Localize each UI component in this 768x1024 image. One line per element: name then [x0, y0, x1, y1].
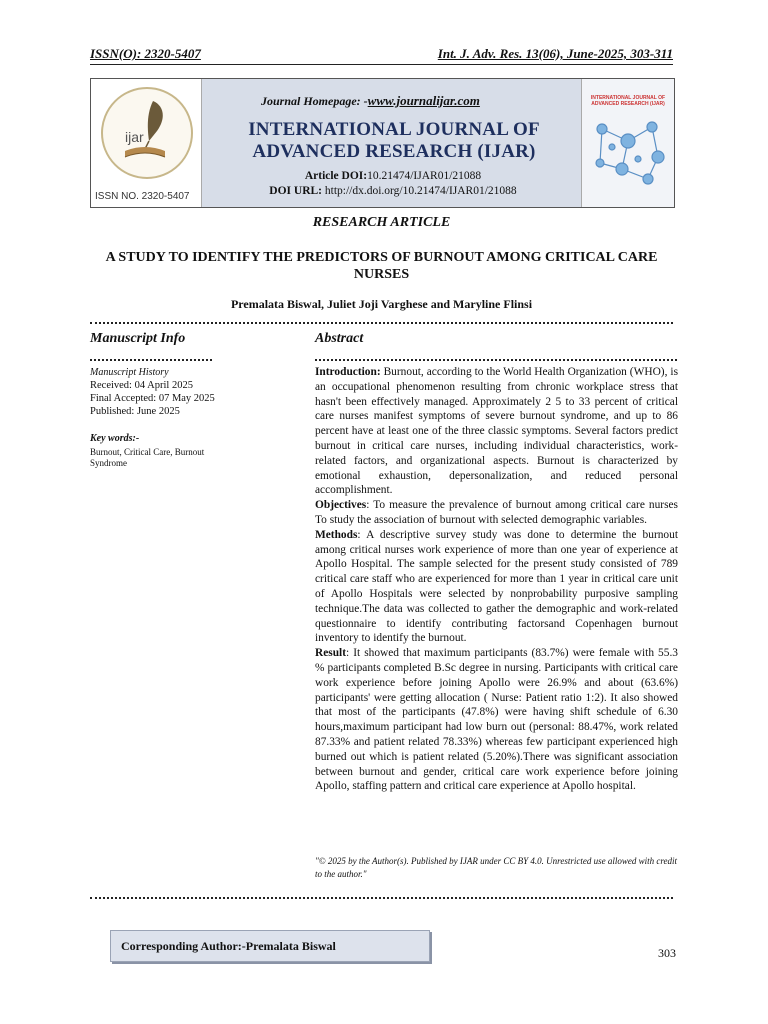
homepage-link[interactable]: www.journalijar.com: [367, 93, 480, 108]
doi-url-label: DOI URL:: [269, 185, 323, 197]
article-doi-label: Article DOI:: [304, 170, 368, 182]
homepage-label: Journal Homepage: -: [261, 94, 368, 108]
quill-book-icon: [101, 87, 189, 175]
article-title: A STUDY TO IDENTIFY THE PREDICTORS OF BURNOUT AMONG CRITICAL CARE NURSES: [105, 250, 658, 282]
abstract-objectives: [315, 498, 678, 528]
corresponding-author: Corresponding Author:-Premalata Biswal: [121, 939, 336, 953]
published-date: Published: June 2025: [90, 406, 180, 417]
abstract-body: [315, 365, 678, 794]
journal-cover: [581, 79, 674, 207]
journal-banner: [90, 78, 675, 208]
methods-label: Methods: [315, 528, 358, 541]
objectives-label: Objectives: [315, 499, 367, 512]
journal-homepage: [261, 93, 480, 109]
doi-block: [223, 169, 563, 199]
header-rule: [90, 64, 673, 65]
result-label: Result: [315, 647, 347, 660]
article-type: RESEARCH ARTICLE: [312, 215, 451, 230]
doi-url-link[interactable]: http://dx.doi.org/10.21474/IJAR01/21088: [324, 185, 517, 197]
methods-text: : A descriptive survey study was done to determine the burnout among critical nurses work experience of more than one year of experience at Apollo Hospital. The sample selected for the present study consisted of 789 critical care staff who are experienced for more than 1 year in critical care unit of Apollo Hospitals were selected by nonprobability purposive sampling technique.The data was collected to gather the demographic and work-related questionnaire to identify contributing factorsand Copenhagen burnout inventory to identify the burnout.: [315, 528, 678, 645]
abstract-introduction: [315, 365, 678, 498]
keywords-heading: Key words:-: [90, 433, 140, 444]
objectives-text: : To measure the prevalence of burnout among critical care nurses To study the association of burnout with selected demographic variables.: [315, 499, 678, 526]
abstract-result: [315, 646, 678, 794]
divider-bottom: [90, 897, 673, 899]
abstract-heading: Abstract: [315, 331, 364, 346]
introduction-text: Burnout, according to the World Health Organization (WHO), is an occupational phenomenon resulting from chronic workplace stress that hasn't been effectively managed. Approximately 2 5 to 33 percent of critical care nurses manifest symptoms of severe burnout syndrome, and up to 86 percent have at least one of the three classic symptoms. Several factors predict burnout in critical care nurses, including individual characteristics, work-related factors, and organizational aspects. Burnout is characterized by emotional exhaustion, depersonalization, and reduced personal accomplishment.: [315, 366, 678, 497]
keywords: Burnout, Critical Care, Burnout Syndrome: [90, 447, 205, 468]
introduction-label: Introduction:: [315, 366, 381, 378]
received-date: Received: 04 April 2025: [90, 380, 193, 391]
issn-label: ISSN(O): 2320-5407: [90, 46, 201, 61]
molecule-image-icon: [582, 79, 674, 207]
journal-title: INTERNATIONAL JOURNAL OF ADVANCED RESEARCH (IJAR): [248, 119, 540, 162]
divider-top: [90, 322, 673, 324]
manuscript-info-heading: Manuscript Info: [90, 331, 186, 346]
article-doi: 10.21474/IJAR01/21088: [367, 170, 482, 182]
abstract-divider: [315, 359, 677, 361]
license-note: "© 2025 by the Author(s). Published by IJAR under CC BY 4.0. Unrestricted use allowed with credit to the author.": [315, 856, 677, 879]
manuscript-divider: [90, 359, 212, 361]
citation-label: Int. J. Adv. Res. 13(06), June-2025, 303-311: [437, 46, 673, 61]
logo-issn: ISSN NO. 2320-5407: [95, 191, 190, 202]
corresponding-author-box: [110, 930, 430, 962]
manuscript-history: [90, 379, 215, 418]
accepted-date: Final Accepted: 07 May 2025: [90, 393, 215, 404]
manuscript-history-heading: Manuscript History: [90, 367, 169, 378]
result-text: : It showed that maximum participants (83.7%) were female with 55.3 % participants completed B.Sc degree in nursing. Participants with critical care work experience before joining Apollo were 26.9% and about (63.6%) participants' were getting allocation ( Nurse: Patient ratio 1:2). It also showed that most of the participants (47.8%) were having shift schedule of 6.30 hours,maximum participant had low burn out (personal: 88.47%, work related 87.33% and patient related 78.33%) whereas few participant experienced high burned out which is patient related (5.20%).There was significant association between burnout and gender, critical care work experience before joining Apollo, staffing pattern and critical care experience at Apollo hospital.: [315, 647, 678, 793]
article-authors: Premalata Biswal, Juliet Joji Varghese and Maryline Flinsi: [230, 297, 533, 311]
page-number: 303: [658, 946, 676, 960]
logo-seal: [101, 87, 193, 179]
cover-title: INTERNATIONAL JOURNAL OF ADVANCED RESEARCH (IJAR): [590, 95, 666, 107]
abstract-methods: [315, 528, 678, 646]
logo-text: ijar: [125, 129, 144, 145]
journal-logo: [91, 79, 202, 207]
